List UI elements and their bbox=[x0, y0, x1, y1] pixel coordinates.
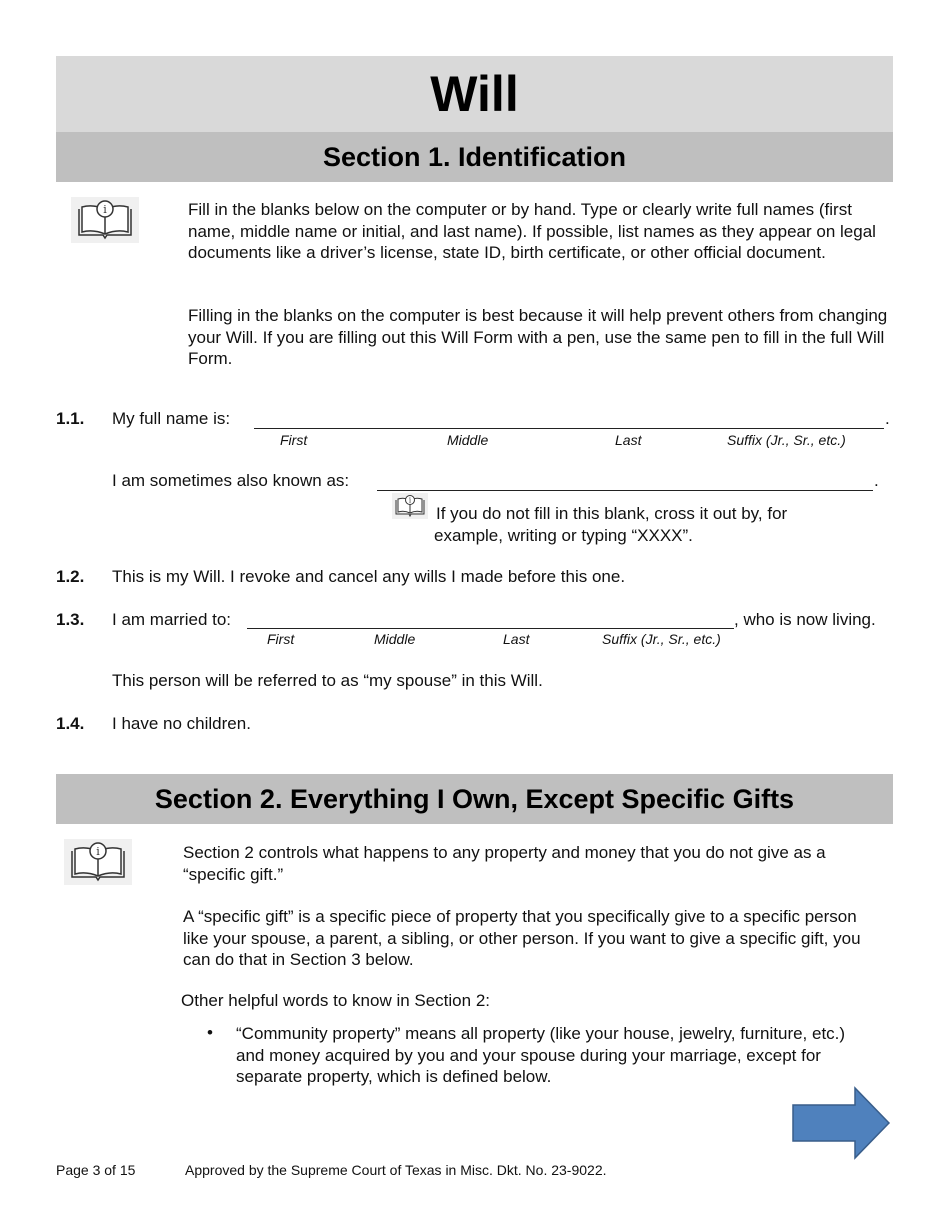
spouse-reference-note: This person will be referred to as “my spouse” in this Will. bbox=[112, 671, 543, 690]
section-2-paragraph-1: Section 2 controls what happens to any property and money that you do not give as a “specific gift.” bbox=[183, 843, 826, 884]
spouse-last-label: Last bbox=[503, 631, 530, 647]
full-name-middle-label: Middle bbox=[447, 432, 489, 448]
full-name-suffix-label: Suffix (Jr., Sr., etc.) bbox=[727, 432, 846, 448]
spouse-label: I am married to: bbox=[112, 610, 232, 629]
bullet-icon: • bbox=[207, 1023, 213, 1042]
section-2-header bbox=[56, 774, 893, 824]
spouse-living-text: , who is now living. bbox=[734, 610, 876, 629]
approval-notice: Approved by the Supreme Court of Texas in Misc. Dkt. No. 23-9022. bbox=[185, 1162, 607, 1178]
helpful-words-intro: Other helpful words to know in Section 2: bbox=[181, 991, 490, 1010]
info-book-icon bbox=[392, 493, 428, 519]
spouse-first-label: First bbox=[267, 631, 295, 647]
document-title: Will bbox=[430, 66, 519, 122]
section-2-paragraph-2: A “specific gift” is a specific piece of property that you specifically give to a specific person like your spouse, a parent, a sibling, or other person. If you want to give a specific gift, you can do that in Section 3 below. bbox=[183, 907, 861, 969]
section-1-title: Section 1. Identification bbox=[322, 142, 627, 172]
next-arrow-icon[interactable] bbox=[790, 1086, 892, 1160]
svg-text:i: i bbox=[96, 845, 100, 858]
aka-label: I am sometimes also known as: bbox=[112, 471, 350, 490]
full-name-first-label: First bbox=[280, 432, 308, 448]
revoke-statement: This is my Will. I revoke and cancel any wills I made before this one. bbox=[112, 567, 626, 586]
full-name-label: My full name is: bbox=[112, 409, 231, 428]
spouse-suffix-label: Suffix (Jr., Sr., etc.) bbox=[602, 631, 721, 647]
svg-text:i: i bbox=[408, 496, 412, 505]
children-statement: I have no children. bbox=[112, 714, 251, 733]
section-1-instructions-1: Fill in the blanks below on the computer or by hand. Type or clearly write full names (first name, middle name or initial, and last name). If possible, list names as they appear on legal documents like a driver’s license, state ID, birth certificate, or other official document. bbox=[188, 200, 876, 262]
info-book-icon bbox=[64, 839, 132, 885]
document-title-band bbox=[56, 56, 893, 132]
full-name-end-punct: . bbox=[885, 409, 890, 428]
spouse-middle-label: Middle bbox=[374, 631, 416, 647]
full-name-field[interactable] bbox=[254, 428, 884, 429]
page-number: Page 3 of 15 bbox=[56, 1162, 136, 1178]
info-book-icon bbox=[71, 197, 139, 243]
aka-field[interactable] bbox=[377, 490, 873, 491]
section-2-title: Section 2. Everything I Own, Except Specific Gifts bbox=[154, 784, 795, 814]
section-1-header bbox=[56, 132, 893, 182]
spouse-name-field[interactable] bbox=[247, 628, 734, 629]
item-number-1-2: 1.2. bbox=[56, 567, 85, 586]
item-number-1-3: 1.3. bbox=[56, 610, 85, 629]
community-property-definition: “Community property” means all property (like your house, jewelry, furniture, etc.) and money acquired by you and your spouse during your marriage, except for separate property, which is defined below. bbox=[236, 1024, 846, 1086]
section-1-instructions-2: Filling in the blanks on the computer is best because it will help prevent others from changing your Will. If you are filling out this Will Form with a pen, use the same pen to fill in the full Will Form. bbox=[188, 306, 888, 368]
svg-text:i: i bbox=[103, 203, 107, 216]
full-name-last-label: Last bbox=[615, 432, 642, 448]
aka-end-punct: . bbox=[874, 471, 879, 490]
aka-note: If you do not fill in this blank, cross it out by, for example, writing or typing “XXXX”. bbox=[434, 504, 788, 545]
item-number-1-4: 1.4. bbox=[56, 714, 85, 733]
item-number-1-1: 1.1. bbox=[56, 409, 85, 428]
